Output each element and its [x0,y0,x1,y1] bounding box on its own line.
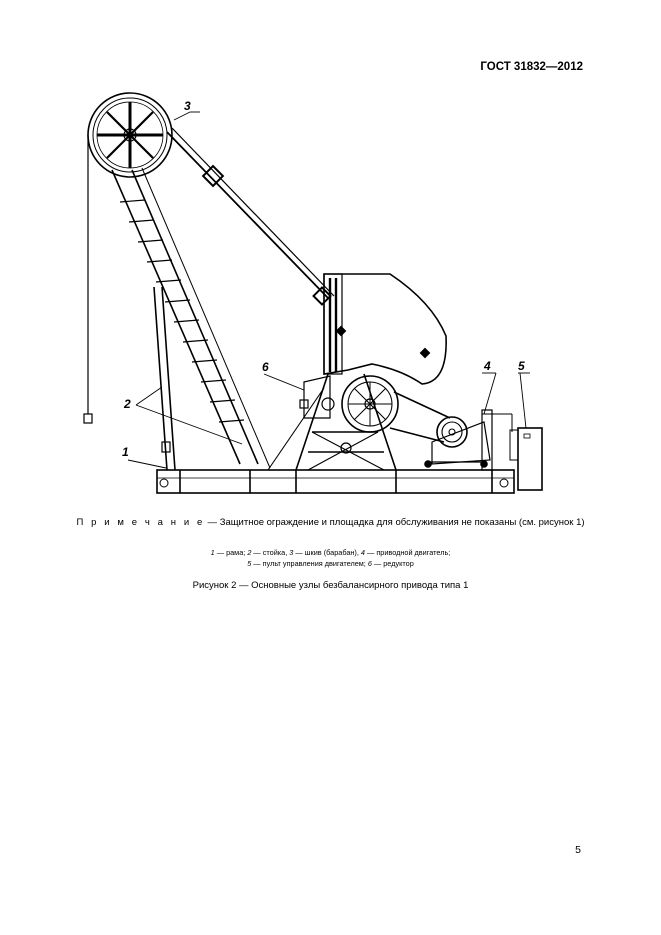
callout-3: 3 [184,99,191,113]
legend-text-2: — стойка, [251,548,290,557]
reducer-gearbox [300,376,398,432]
page-number: 5 [575,844,581,856]
legend-num-5: 5 [247,559,252,568]
figure-caption: Рисунок 2 — Основные узлы безбалансирного привода типа 1 [192,580,469,591]
base-frame [157,470,514,493]
legend-num-6: 6 [367,559,372,568]
support-leg [154,287,175,470]
control-console [518,428,542,490]
note-dash: — [204,517,220,528]
note-prefix: П р и м е ч а н и е [76,517,205,528]
callout-1: 1 [122,445,129,459]
figure-note [0,517,661,528]
legend-num-1: 1 [210,548,215,557]
legend-num-3: 3 [289,548,294,557]
legend-text-1: — рама; [214,548,248,557]
legend-num-2: 2 [247,548,252,557]
callout-6: 6 [262,360,269,374]
pulley-sheave [84,93,172,423]
legend-text-3: — шкив (барабан), [293,548,361,557]
callout-5: 5 [518,359,525,373]
legend-num-4: 4 [360,548,365,557]
document-header: ГОСТ 31832—2012 [480,61,583,73]
legend-line-1 [0,547,661,558]
rope-line [167,128,334,304]
legend-text-6: — редуктор [371,559,414,568]
legend-line-2 [0,558,661,569]
callout-4: 4 [484,359,491,373]
drive-assembly-drawing [72,92,572,507]
drive-motor-assembly [390,392,518,470]
triangular-frame [268,374,396,470]
figure-legend [0,547,661,569]
legend-text-4: — приводной двигатель; [364,548,451,557]
legend-text-5: — пульт управления двигателем; [251,559,368,568]
callout-2: 2 [124,397,131,411]
sector-head [324,274,446,384]
note-text: Защитное ограждение и площадка для обслуживания не показаны (см. рисунок 1) [219,517,585,528]
